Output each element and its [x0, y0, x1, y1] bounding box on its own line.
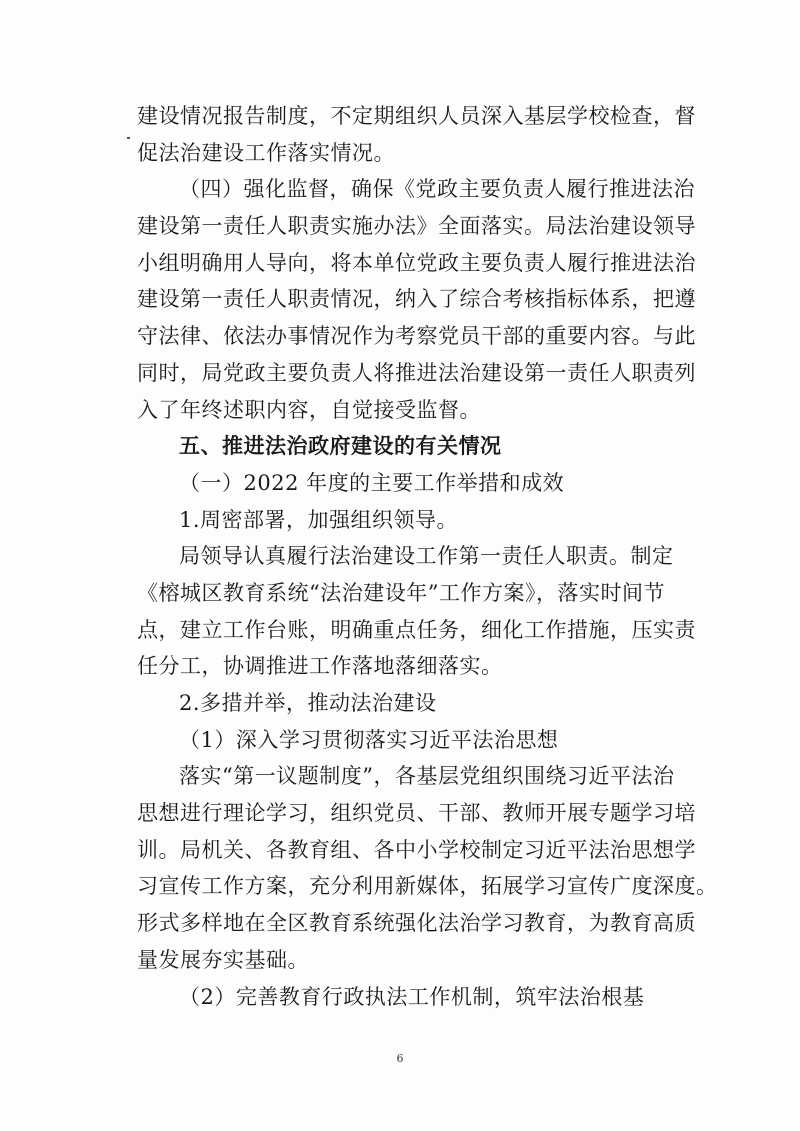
text-line: 任分工，协调推进工作落地落细落实。	[137, 654, 503, 679]
item-heading-2: 2.多措并举，推动法治建设	[179, 691, 437, 715]
page-number: 6	[396, 1052, 404, 1065]
text-line: 入了年终述职内容，自觉接受监督。	[137, 397, 481, 422]
text-line: 局领导认真履行法治建设工作第一责任人职责。制定	[179, 544, 674, 569]
section-heading-4: （四）强化监督，确保《党政主要负责人履行推进法治	[179, 177, 695, 202]
text-line: 量发展夯实基础。	[137, 947, 309, 972]
text-line: 建设第一责任人职责情况，纳入了综合考核指标体系，把遵	[137, 287, 696, 312]
text-line: 建设第一责任人职责实施办法》全面落实。局法治建设领导	[137, 214, 696, 239]
chapter-heading: 五、推进法治政府建设的有关情况	[179, 434, 502, 459]
scan-mark	[127, 137, 130, 139]
sub-item-heading-2: （2）完善教育行政执法工作机制，筑牢法治根基	[179, 984, 645, 1009]
text-line: 落实“第一议题制度”，各基层党组织围绕习近平法治	[179, 764, 675, 789]
sub-item-heading-1: （1）深入学习贯彻落实习近平法治思想	[179, 727, 559, 752]
text-line: 建设情况报告制度，不定期组织人员深入基层学校检查，督	[137, 104, 696, 128]
text-line: 点，建立工作台账，明确重点任务，细化工作措施，压实责	[137, 617, 696, 642]
text-line: 守法律、依法办事情况作为考察党员干部的重要内容。与此	[137, 324, 696, 349]
text-line: 习宣传工作方案，充分利用新媒体，拓展学习宣传广度深度。	[137, 874, 718, 899]
text-line: 思想进行理论学习，组织党员、干部、教师开展专题学习培	[137, 801, 696, 826]
subsection-heading: （一）2022 年度的主要工作举措和成效	[179, 470, 565, 495]
text-line: 形式多样地在全区教育系统强化法治学习教育，为教育高质	[137, 911, 696, 936]
text-line: 《榕城区教育系统“法治建设年”工作方案》，落实时间节	[137, 580, 665, 605]
text-line: 小组明确用人导向，将本单位党政主要负责人履行推进法治	[137, 250, 696, 275]
item-heading-1: 1.周密部署，加强组织领导。	[179, 507, 459, 532]
text-line: 促法治建设工作落实情况。	[137, 140, 395, 165]
text-line: 同时，局党政主要负责人将推进法治建设第一责任人职责列	[137, 360, 696, 385]
body-text	[137, 98, 718, 1015]
text-line: 训。局机关、各教育组、各中小学校制定习近平法治思想学	[137, 837, 696, 862]
